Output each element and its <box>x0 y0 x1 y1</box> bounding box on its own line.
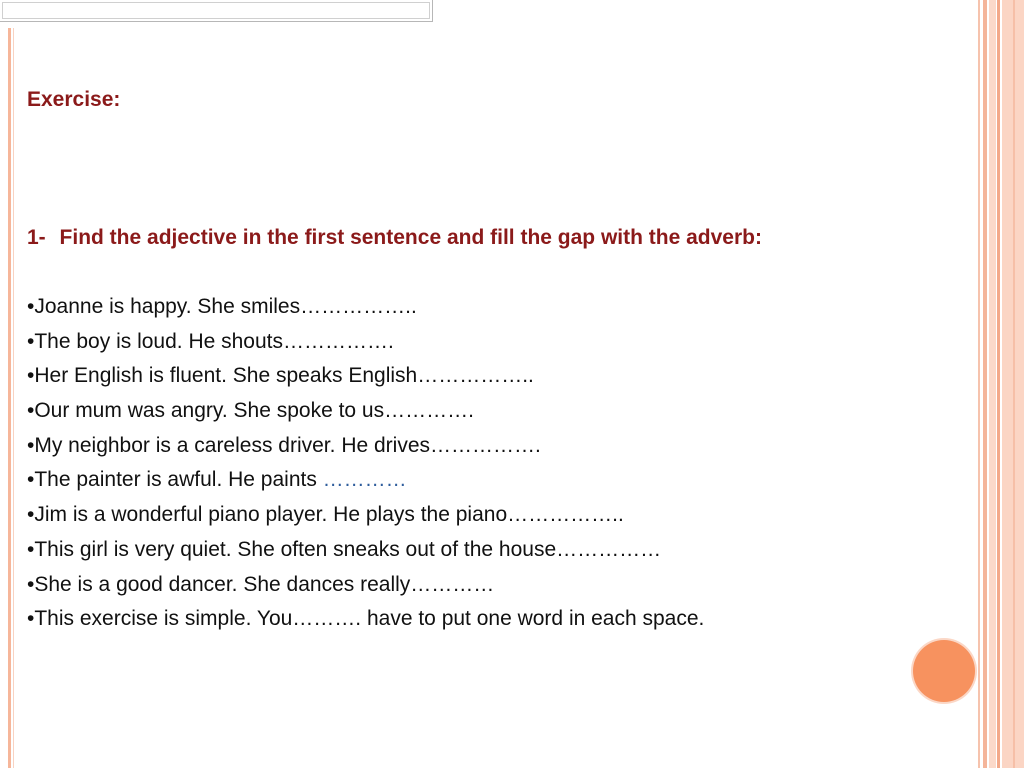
exercise-item-text: •Our mum was angry. She spoke to us…………. <box>27 399 474 423</box>
top-text-box[interactable] <box>0 0 433 22</box>
exercise-item-blank: ………… <box>322 468 407 492</box>
right-decorative-band <box>1013 0 1015 768</box>
exercise-list <box>27 292 704 639</box>
orange-circle-decoration <box>913 640 975 702</box>
exercise-item-text: •The painter is awful. He paints <box>27 468 323 492</box>
exercise-item-text: •This exercise is simple. You………. have to put one word in each space. <box>27 607 705 631</box>
right-decorative-band <box>989 0 996 768</box>
exercise-item-text: •Joanne is happy. She smiles…………….. <box>27 295 417 318</box>
exercise-item <box>27 361 704 396</box>
left-decorative-stripe-thin <box>13 28 14 768</box>
exercise-item <box>27 535 704 570</box>
exercise-item <box>27 396 704 431</box>
exercise-item-text: •Jim is a wonderful piano player. He plays the piano…………….. <box>27 503 624 527</box>
right-decorative-band <box>983 0 987 768</box>
exercise-item <box>27 327 704 362</box>
exercise-item-text: •My neighbor is a careless driver. He drives……………. <box>27 433 541 457</box>
exercise-item <box>27 292 704 327</box>
instruction-number: 1- <box>27 226 46 249</box>
exercise-item <box>27 500 704 535</box>
right-decorative-band <box>978 0 980 768</box>
exercise-item-text: •The boy is loud. He shouts……………. <box>27 329 394 353</box>
exercise-item <box>27 604 704 639</box>
exercise-item-text: •This girl is very quiet. She often sneaks out of the house…………… <box>27 537 662 561</box>
instruction-text: Find the adjective in the first sentence and fill the gap with the adverb: <box>59 226 762 249</box>
exercise-item <box>27 431 704 466</box>
exercise-item <box>27 465 704 500</box>
exercise-item-text: •Her English is fluent. She speaks English…………….. <box>27 364 534 388</box>
exercise-item-text: •She is a good dancer. She dances really………… <box>27 572 495 596</box>
instruction <box>27 226 762 250</box>
top-text-box-inner <box>2 2 430 19</box>
left-decorative-stripe <box>8 28 11 768</box>
exercise-item <box>27 570 704 605</box>
right-decorative-band <box>997 0 1000 768</box>
exercise-title: Exercise: <box>27 88 121 111</box>
